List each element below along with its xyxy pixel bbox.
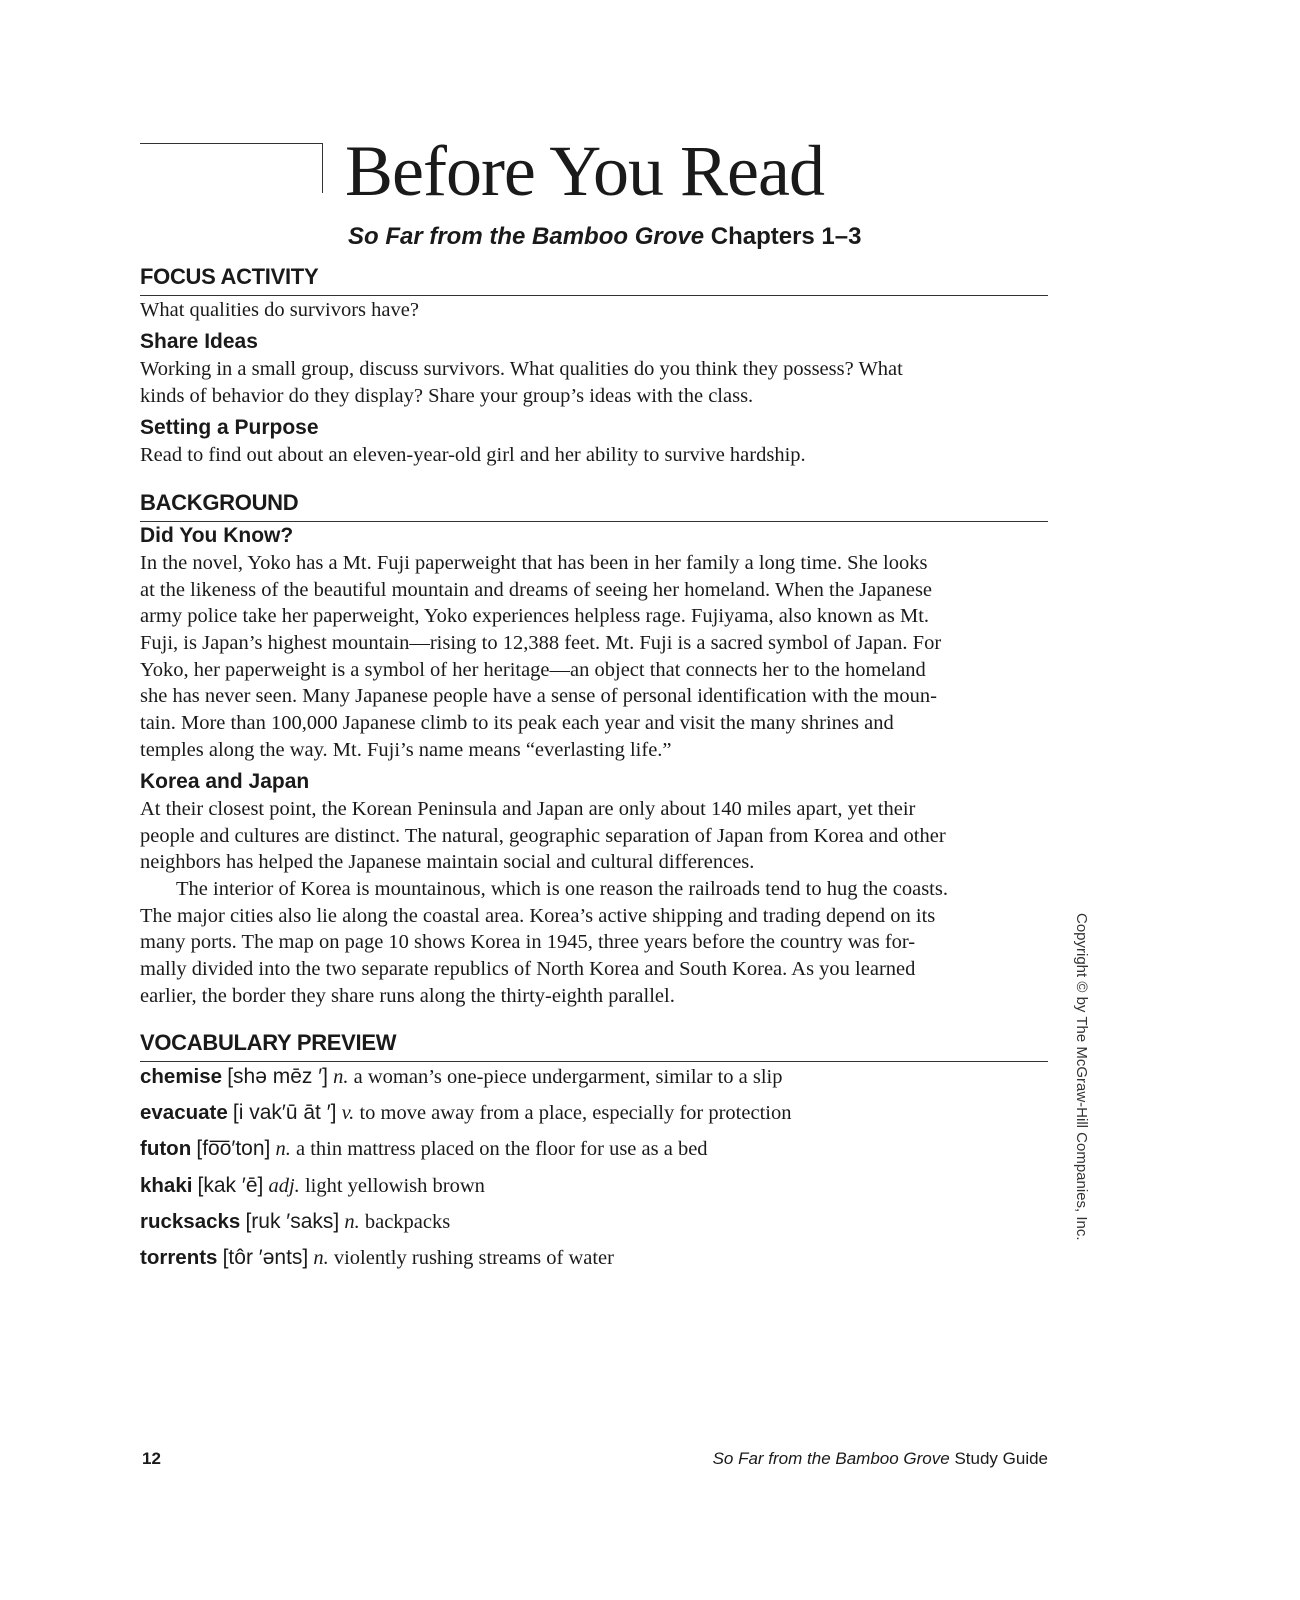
- title-bracket: [140, 143, 323, 193]
- text-line: neighbors has helped the Japanese maintain social and cultural differences.: [140, 851, 755, 874]
- section-divider: [140, 1061, 1048, 1062]
- vocab-definition: backpacks: [364, 1210, 451, 1233]
- vocab-word: chemise: [140, 1065, 223, 1088]
- text-line: kinds of behavior do they display? Share your group’s ideas with the class.: [140, 385, 754, 407]
- vocab-pronunciation: [tôr ′ənts]: [222, 1245, 309, 1269]
- vocabulary-list: [140, 1064, 791, 1281]
- text-line: people and cultures are distinct. The natural, geographic separation of Japan from Korea and other: [140, 824, 946, 847]
- text-line: army police take her paperweight, Yoko experiences helpless rage. Fujiyama, also known as Mt.: [140, 605, 930, 628]
- vocabulary-heading: VOCABULARY PREVIEW: [140, 1030, 397, 1055]
- share-ideas-text: [140, 356, 903, 410]
- vocab-pronunciation: [i vak′ū āt ′]: [232, 1101, 337, 1125]
- footer-guide-label: Study Guide: [949, 1449, 1048, 1468]
- vocabulary-item: [140, 1100, 791, 1136]
- text-line: many ports. The map on page 10 shows Korea in 1945, three years before the country was for-: [140, 931, 916, 954]
- text-line: At their closest point, the Korean Peninsula and Japan are only about 140 miles apart, yet their: [140, 798, 916, 820]
- footer-guide-title: [713, 1448, 1048, 1470]
- vocab-part-of-speech: adj.: [268, 1174, 300, 1197]
- vocabulary-item: [140, 1209, 791, 1245]
- vocabulary-item: [140, 1245, 791, 1281]
- text-line: Fuji, is Japan’s highest mountain—rising to 12,388 feet. Mt. Fuji is a sacred symbol of Japan. For: [140, 632, 942, 655]
- text-line: The major cities also lie along the coastal area. Korea’s active shipping and trading depend on its: [140, 904, 936, 927]
- section-divider: [140, 521, 1048, 522]
- vocab-word: rucksacks: [140, 1209, 241, 1233]
- page-title: Before You Read: [345, 131, 824, 211]
- setting-purpose-text: Read to find out about an eleven-year-old girl and her ability to survive hardship.: [140, 444, 806, 466]
- vocab-pronunciation: [fo͞o′ton]: [196, 1137, 271, 1161]
- setting-purpose-heading: Setting a Purpose: [140, 416, 319, 439]
- text-line: temples along the way. Mt. Fuji’s name means “everlasting life.”: [140, 738, 672, 761]
- vocab-pronunciation: [shə mēz ′]: [227, 1065, 328, 1088]
- vocab-part-of-speech: n.: [275, 1138, 291, 1161]
- korea-japan-text: [140, 796, 948, 1010]
- text-line: tain. More than 100,000 Japanese climb to its peak each year and visit the many shrines and: [140, 712, 894, 735]
- vocab-definition: violently rushing streams of water: [333, 1246, 614, 1269]
- did-you-know-heading: Did You Know?: [140, 524, 294, 547]
- vocab-definition: a woman’s one-piece undergarment, similar to a slip: [353, 1066, 783, 1088]
- vocabulary-item: [140, 1173, 791, 1209]
- copyright-notice: Copyright © by The McGraw-Hill Companies, Inc.: [1073, 913, 1090, 1241]
- text-line: she has never seen. Many Japanese people have a sense of personal identification with the moun-: [140, 685, 937, 708]
- vocab-part-of-speech: n.: [333, 1066, 349, 1088]
- vocab-word: evacuate: [140, 1101, 228, 1125]
- vocab-word: khaki: [140, 1173, 193, 1197]
- vocab-word: futon: [140, 1137, 192, 1161]
- text-line: earlier, the border they share runs along the thirty-eighth parallel.: [140, 984, 675, 1007]
- vocab-part-of-speech: n.: [344, 1210, 360, 1233]
- focus-activity-heading: FOCUS ACTIVITY: [140, 264, 319, 289]
- vocabulary-item: [140, 1136, 791, 1172]
- text-line: The interior of Korea is mountainous, which is one reason the railroads tend to hug the coasts.: [176, 878, 948, 901]
- vocab-part-of-speech: n.: [313, 1246, 329, 1269]
- vocab-definition: a thin mattress placed on the floor for use as a bed: [295, 1138, 708, 1161]
- focus-question: What qualities do survivors have?: [140, 299, 419, 321]
- share-ideas-heading: Share Ideas: [140, 330, 258, 353]
- did-you-know-text: [140, 550, 941, 764]
- text-line: In the novel, Yoko has a Mt. Fuji paperweight that has been in her family a long time. She looks: [140, 552, 928, 574]
- page-subtitle: [348, 222, 861, 252]
- vocab-definition: light yellowish brown: [304, 1174, 485, 1197]
- text-line: Working in a small group, discuss survivors. What qualities do you think they possess? What: [140, 358, 903, 380]
- section-divider: [140, 295, 1048, 296]
- text-line: at the likeness of the beautiful mountain and dreams of seeing her homeland. When the Japanese: [140, 578, 933, 601]
- background-heading: BACKGROUND: [140, 490, 299, 515]
- vocab-pronunciation: [kak ′ē]: [197, 1173, 264, 1197]
- text-line: Yoko, her paperweight is a symbol of her heritage—an object that connects her to the homeland: [140, 658, 926, 681]
- vocab-pronunciation: [ruk ′saks]: [245, 1209, 340, 1233]
- page-number: 12: [142, 1449, 161, 1468]
- vocab-word: torrents: [140, 1245, 218, 1269]
- footer-book-title: So Far from the Bamboo Grove: [712, 1449, 950, 1468]
- vocab-definition: to move away from a place, especially for protection: [359, 1102, 792, 1125]
- korea-japan-heading: Korea and Japan: [140, 770, 310, 793]
- text-line: mally divided into the two separate republics of North Korea and South Korea. As you learned: [140, 958, 916, 981]
- subtitle-chapters: Chapters 1–3: [704, 223, 862, 250]
- vocab-part-of-speech: v.: [341, 1102, 355, 1125]
- vocabulary-item: [140, 1064, 791, 1100]
- subtitle-book-title: So Far from the Bamboo Grove: [348, 223, 705, 250]
